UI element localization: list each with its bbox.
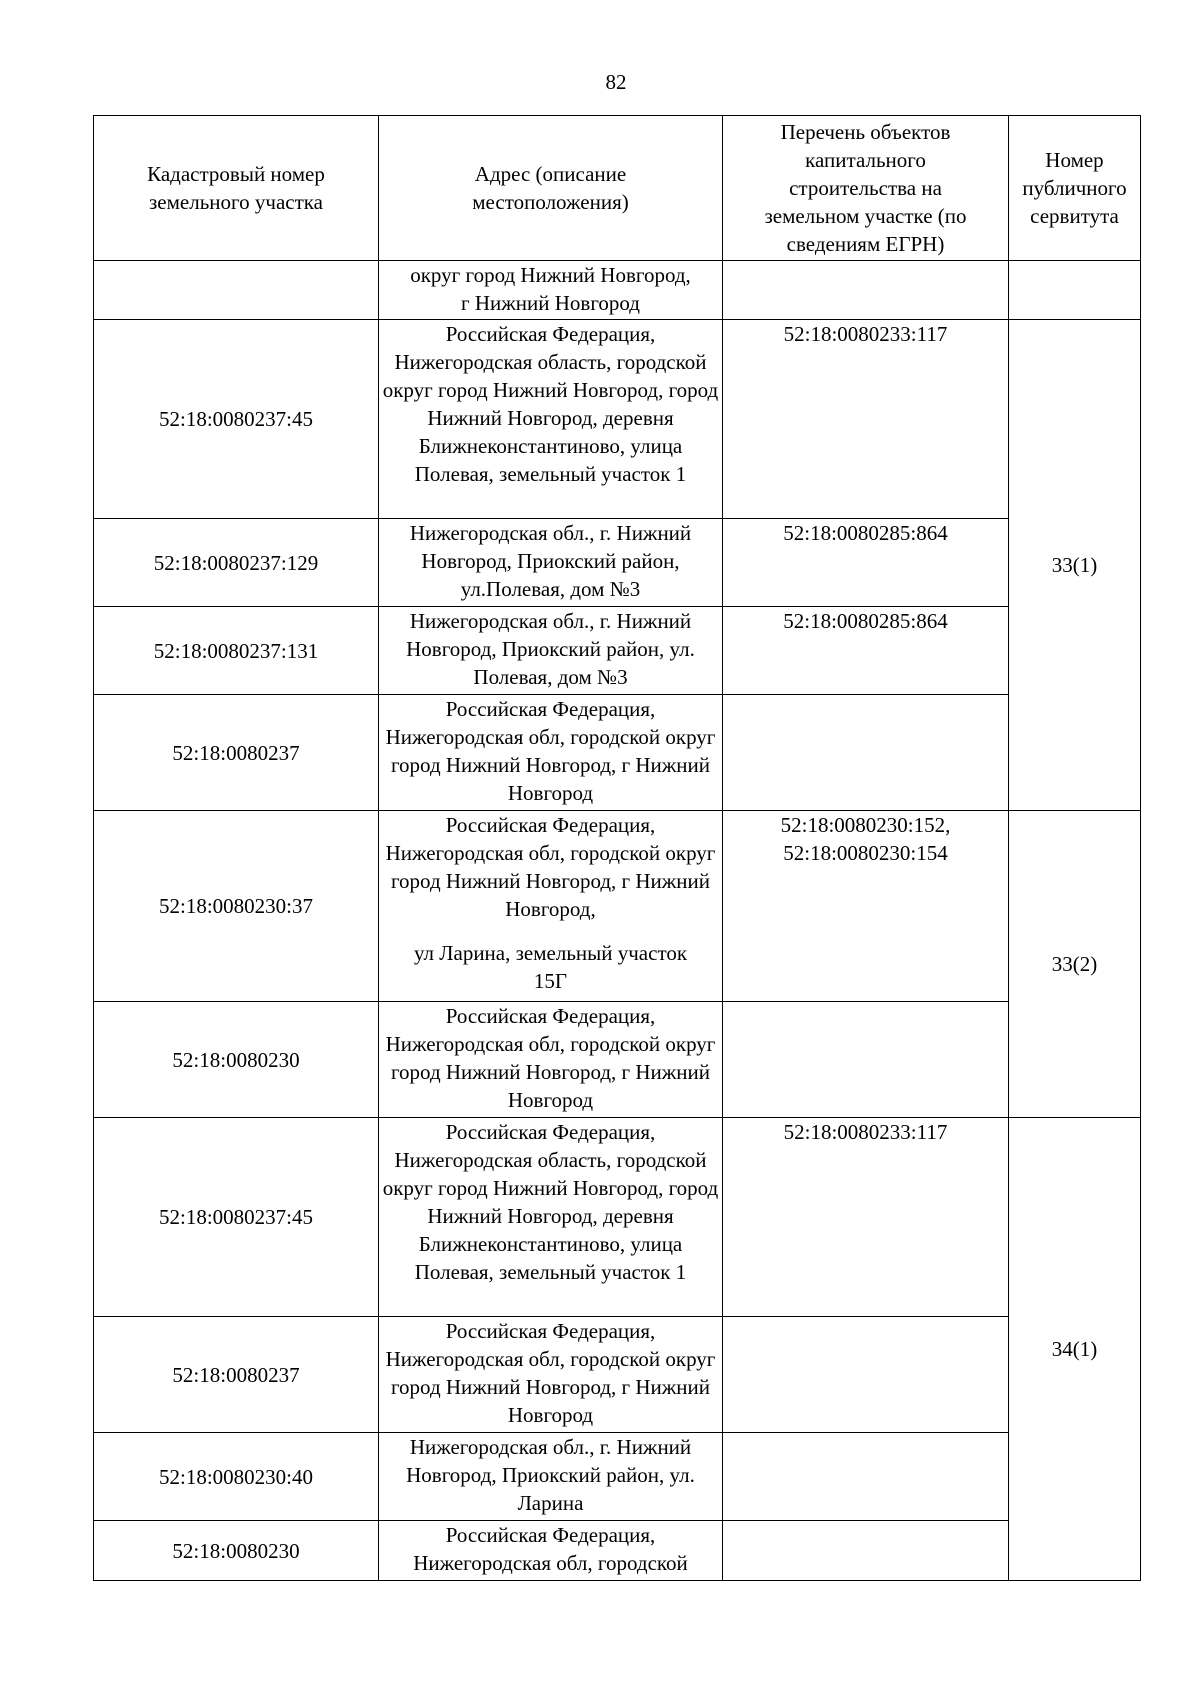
header-address: Адрес (описание местоположения)	[379, 116, 723, 261]
objects-cell: 52:18:0080230:152, 52:18:0080230:154	[723, 811, 1009, 1002]
cadastral-cell: 52:18:0080237:45	[94, 320, 379, 519]
table-row	[94, 519, 1141, 607]
objects-cell	[723, 1317, 1009, 1433]
address-cell: Российская Федерация, Нижегородская обл, городской округ город Нижний Новгород, г Нижний Новгород	[379, 1317, 723, 1433]
objects-cell	[723, 261, 1009, 320]
cadastral-cell: 52:18:0080230:37	[94, 811, 379, 1002]
cadastral-cell: 52:18:0080237	[94, 695, 379, 811]
table-row	[94, 261, 1141, 320]
table-row	[94, 607, 1141, 695]
servitude-cell: 33(1)	[1009, 320, 1141, 811]
cadastral-cell: 52:18:0080230	[94, 1002, 379, 1118]
objects-cell	[723, 1433, 1009, 1521]
address-text: Российская Федерация, Нижегородская обл, городской округ город Нижний Новгород, г Нижний Новгород,	[385, 813, 716, 921]
table-row	[94, 811, 1141, 1002]
servitude-cell: 33(2)	[1009, 811, 1141, 1118]
address-cell: Российская Федерация, Нижегородская обл, городской	[379, 1521, 723, 1581]
table-row	[94, 1317, 1141, 1433]
objects-cell	[723, 695, 1009, 811]
address-cell: Нижегородская обл., г. Нижний Новгород, Приокский район, ул. Полевая, дом №3	[379, 607, 723, 695]
table-row	[94, 320, 1141, 519]
address-text-extra: ул Ларина, земельный участок 15Г	[413, 941, 688, 993]
address-cell: Нижегородская обл., г. Нижний Новгород, Приокский район, ул. Ларина	[379, 1433, 723, 1521]
servitude-cell	[1009, 261, 1141, 320]
address-gap	[381, 923, 720, 939]
cadastral-cell: 52:18:0080237:129	[94, 519, 379, 607]
table-row	[94, 1521, 1141, 1581]
objects-cell: 52:18:0080285:864	[723, 519, 1009, 607]
table-row	[94, 695, 1141, 811]
address-cell: Нижегородская обл., г. Нижний Новгород, Приокский район, ул.Полевая, дом №3	[379, 519, 723, 607]
objects-cell: 52:18:0080233:117	[723, 1118, 1009, 1317]
cadastral-cell: 52:18:0080230:40	[94, 1433, 379, 1521]
objects-cell	[723, 1002, 1009, 1118]
address-cell: Российская Федерация, Нижегородская область, городской округ город Нижний Новгород, город Нижний Новгород, деревня Ближнеконстантиново, улица Полевая, земельный участок 1	[379, 320, 723, 519]
address-cell: Российская Федерация, Нижегородская обл, городской округ город Нижний Новгород, г Нижний Новгород	[379, 695, 723, 811]
address-cell: округ город Нижний Новгород, г Нижний Новгород	[379, 261, 723, 320]
address-cell	[379, 811, 723, 1002]
servitude-cell: 34(1)	[1009, 1118, 1141, 1581]
servitude-table	[93, 115, 1141, 1581]
cadastral-cell: 52:18:0080237	[94, 1317, 379, 1433]
cadastral-cell: 52:18:0080237:45	[94, 1118, 379, 1317]
objects-cell: 52:18:0080233:117	[723, 320, 1009, 519]
address-cell: Российская Федерация, Нижегородская область, городской округ город Нижний Новгород, город Нижний Новгород, деревня Ближнеконстантиново, улица Полевая, земельный участок 1	[379, 1118, 723, 1317]
address-cell: Российская Федерация, Нижегородская обл, городской округ город Нижний Новгород, г Нижний Новгород	[379, 1002, 723, 1118]
table-row	[94, 1118, 1141, 1317]
table-header-row	[94, 116, 1141, 261]
table-row	[94, 1433, 1141, 1521]
header-servitude: Номер публичного сервитута	[1009, 116, 1141, 261]
cadastral-cell	[94, 261, 379, 320]
table-row	[94, 1002, 1141, 1118]
objects-cell: 52:18:0080285:864	[723, 607, 1009, 695]
page-number: 82	[605, 70, 627, 94]
header-objects: Перечень объектов капитального строительства на земельном участке (по сведениям ЕГРН)	[723, 116, 1009, 261]
header-cadastral: Кадастровый номер земельного участка	[94, 116, 379, 261]
cadastral-cell: 52:18:0080237:131	[94, 607, 379, 695]
objects-cell	[723, 1521, 1009, 1581]
cadastral-cell: 52:18:0080230	[94, 1521, 379, 1581]
